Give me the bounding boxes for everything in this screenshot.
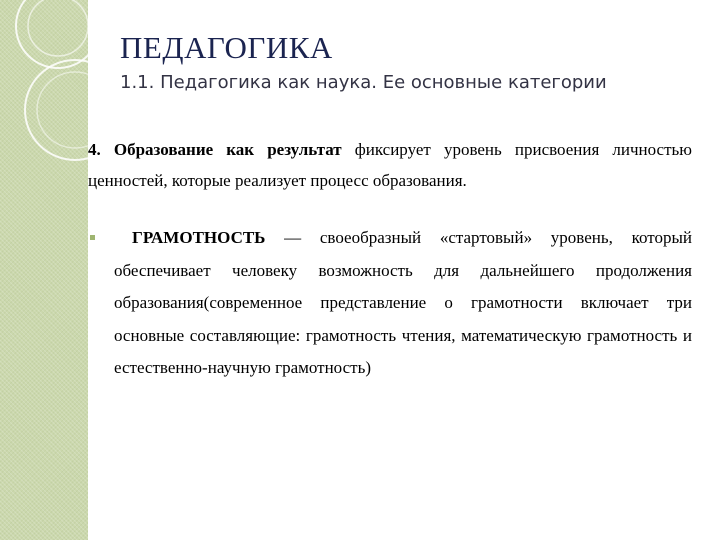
slide-body <box>88 134 692 385</box>
slide-title: ПЕДАГОГИКА <box>120 30 333 65</box>
bullet-text: — своеобразный «стартовый» уровень, который обеспечивает человеку возможность для дальнейшего продолжения образования(современное представление о грамотности включает три основные составляющие: грамотность чтения, математическую грамотность и естественно-научную грамотность) <box>114 228 692 377</box>
definition-term: 4. Образование как результат <box>88 140 342 159</box>
bullet-paragraph <box>114 222 692 385</box>
bullet-square-icon <box>90 235 95 240</box>
definition-paragraph <box>88 134 692 196</box>
bullet-item <box>88 222 692 385</box>
bullet-term: ГРАМОТНОСТЬ <box>132 228 266 247</box>
definition-text: фиксирует уровень присвоения личностью ценностей, которые реализует процесс образования. <box>88 140 692 190</box>
slide-subtitle: 1.1. Педагогика как наука. Ее основные категории <box>120 72 607 93</box>
